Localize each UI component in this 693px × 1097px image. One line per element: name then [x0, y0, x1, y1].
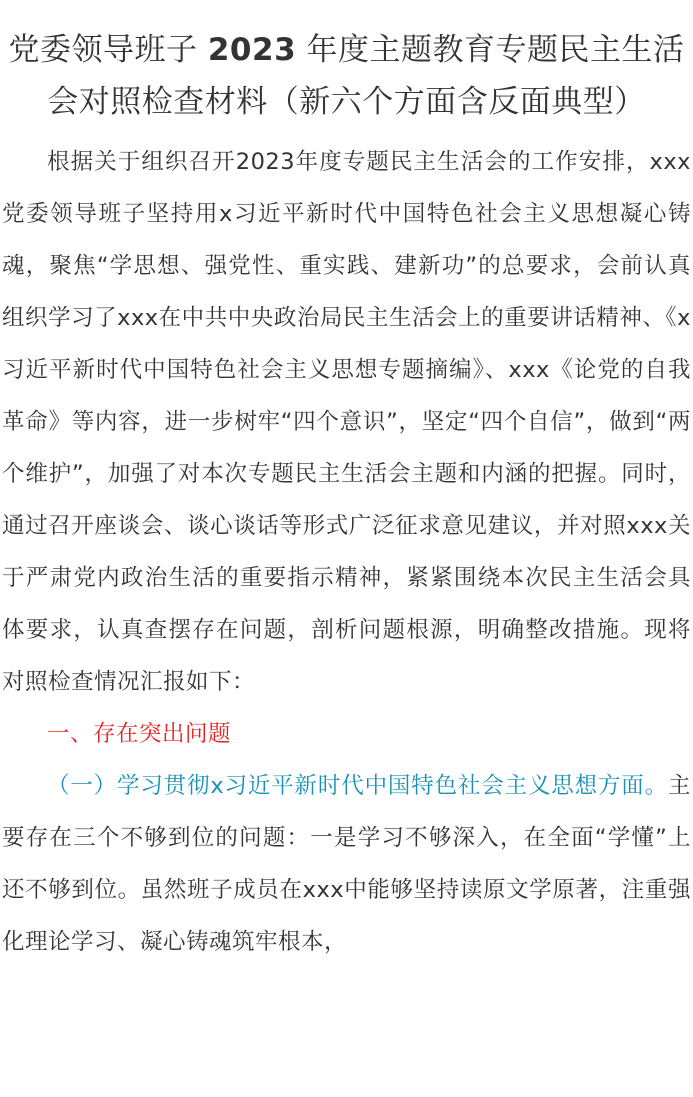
- title-prefix: 党委领导班子: [8, 32, 198, 68]
- intro-paragraph: 根据关于组织召开2023年度专题民主生活会的工作安排，xxx党委领导班子坚持用x习近平新时代中国特色社会主义思想凝心铸魂，聚焦“学思想、强党性、重实践、建新功”的总要求，会前认真组织学习了xxx在中共中央政治局民主生活会上的重要讲话精神、《x习近平新时代中国特色社会主义思想专题摘编》、xxx《论党的自我革命》等内容，进一步树牢“四个意识”，坚定“四个自信”，做到“两个维护”，加强了对本次专题民主生活会主题和内涵的把握。同时，通过召开座谈会、谈心谈话等形式广泛征求意见建议，并对照xxx关于严肃党内政治生活的重要指示精神，紧紧围绕本次民主生活会具体要求，认真查摆存在问题，剖析问题根源，明确整改措施。现将对照检查情况汇报如下：: [2, 149, 691, 695]
- document-title: [2, 24, 691, 128]
- title-rest: 年度主题教育专题民主生活会对照检查材料（新六个方面含反面典型）: [47, 32, 685, 120]
- subsection-body: 主要存在三个不够到位的问题：一是学习不够深入，在全面“学懂”上还不够到位。虽然班子成员在xxx中能够坚持读原文学原著，注重强化理论学习、凝心铸魂筑牢根本，: [2, 773, 691, 955]
- section-heading: 一、存在突出问题: [47, 721, 232, 747]
- subsection-paragraph: [2, 760, 691, 968]
- subsection-heading: （一）学习贯彻x习近平新时代中国特色社会主义思想方面。: [47, 773, 668, 799]
- title-year: 2023: [207, 32, 297, 68]
